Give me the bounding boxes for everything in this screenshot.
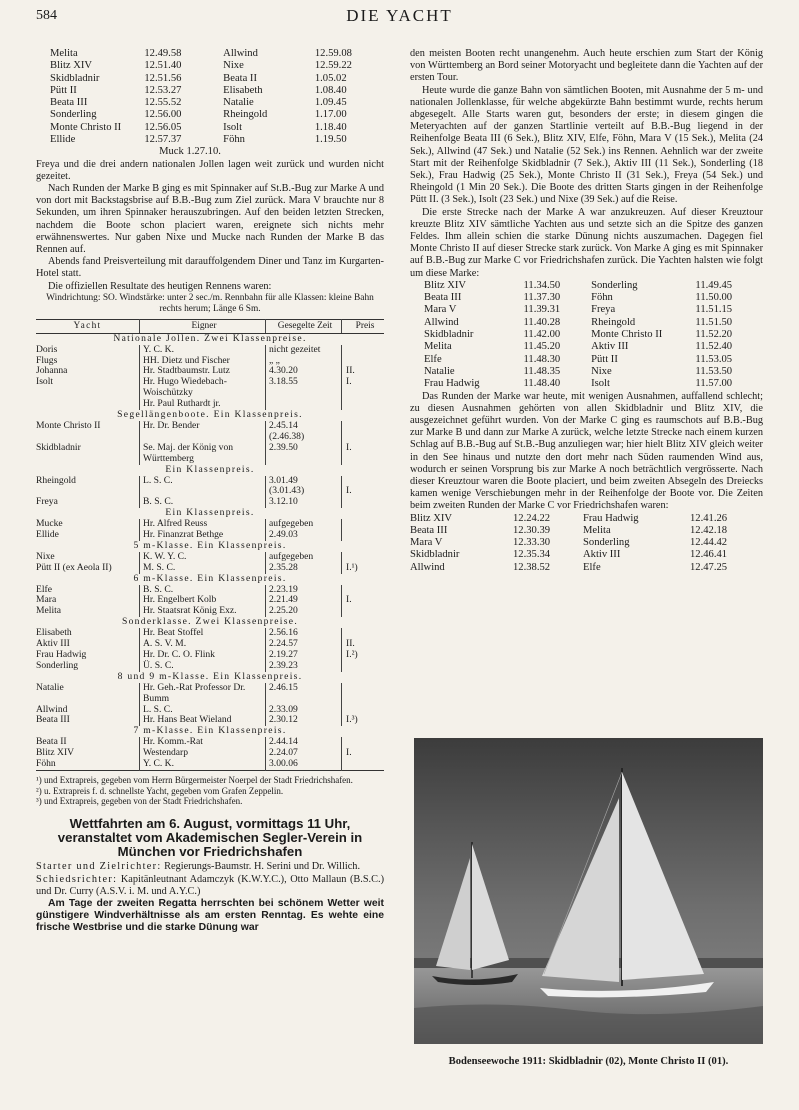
yacht-name: Aktiv III: [583, 549, 621, 561]
time-cell: 3.01.49: [266, 476, 342, 487]
table-row: [424, 354, 763, 366]
yacht-name: Pütt II: [50, 84, 77, 96]
time-cell: 2.45.14: [266, 421, 342, 432]
table-row: [410, 525, 760, 537]
class-section-title: 7 m-Klasse. Ein Klassenpreis.: [133, 725, 287, 737]
time-cell: 2.35.28: [266, 563, 342, 574]
time-value: 12.33.30: [513, 537, 551, 549]
time-cell: 2.24.57: [266, 639, 342, 650]
yacht-cell: Rheingold: [36, 474, 76, 486]
table-row: [424, 292, 763, 304]
owner-cell: Hr. Hugo Wiedebach-Woischützky: [140, 377, 266, 399]
time-value: 12.24.22: [513, 512, 551, 524]
yacht-cell: Pütt II (ex Aeola II): [36, 561, 112, 573]
col-header-time: Gesegelte Zeit: [266, 319, 342, 333]
yacht-name: Rheingold: [223, 109, 268, 121]
yacht-name: Melita: [50, 48, 78, 59]
yacht-cell: Johanna: [36, 365, 68, 377]
class-section-title: 8 und 9 m-Klasse. Ein Klassenpreis.: [117, 670, 303, 682]
yacht-name: Mara V: [410, 537, 443, 549]
prize-cell: [342, 345, 385, 356]
yacht-name: Elfe: [424, 353, 442, 365]
owner-cell: Ü. S. C.: [140, 661, 266, 672]
time-cell: 2.56.16: [266, 628, 342, 639]
prize-cell: I.¹): [342, 563, 385, 574]
time-value: 11.48.30: [523, 353, 561, 365]
class-section-row: [36, 465, 384, 476]
class-section-title: 6 m-Klasse. Ein Klassenpreis.: [133, 572, 287, 584]
yacht-cell: Monte Christo II: [36, 419, 101, 431]
yacht-cell: Frau Hadwig: [36, 649, 87, 660]
result-row: [36, 683, 384, 705]
owner-cell: Y. C. K.: [140, 345, 266, 356]
closing-paragraph: Am Tage der zweiten Regatta herrschten bei schönem Wetter weit günstigere Windverhältnisse als am ersten Renntag. Es wehte eine frische Westbrise und die starke Dünung war: [36, 897, 384, 934]
yacht-name: Isolt: [223, 121, 243, 133]
prize-cell: I.: [342, 748, 385, 759]
finish-times-table: [50, 48, 384, 146]
time-cell: 2.46.15: [266, 683, 342, 705]
owner-cell: Hr. Finanzrat Bethge: [140, 530, 266, 541]
time-cell: 2.39.23: [266, 661, 342, 672]
yacht-cell: Melita: [36, 605, 62, 617]
yacht-name: Skidbladnir: [424, 329, 474, 341]
time-value: 11.34.50: [523, 279, 561, 291]
yacht-cell: Allwind: [36, 703, 68, 715]
prize-cell: [342, 519, 385, 530]
time-value: 11.57.00: [695, 378, 733, 390]
result-row: [36, 421, 384, 432]
starter-text: Regierungs-Baumstr. H. Serini und Dr. Willich.: [164, 861, 361, 873]
yacht-cell: Freya: [36, 496, 58, 508]
class-section-title: Ein Klassenpreis.: [165, 463, 255, 475]
footnote: ¹) und Extrapreis, gegeben vom Herrn Bürgermeister Noerpel der Stadt Friedrichshafen.: [36, 774, 353, 785]
owner-cell: Y. C. K.: [140, 759, 266, 770]
table-row: [50, 73, 384, 85]
section-heading: Wettfahrten am 6. August, vormittags 11 Uhr, veranstaltet vom Akademischen Segler-Verein in München vor Friedrichshafen: [57, 815, 363, 860]
time-value: 11.52.20: [695, 329, 733, 341]
mucke-time: Muck 1.27.10.: [159, 146, 221, 158]
time-cell: 2.24.07: [266, 748, 342, 759]
time-value: 11.40.28: [523, 316, 561, 328]
yacht-name: Melita: [424, 341, 452, 353]
prize-cell: I.: [342, 377, 385, 399]
yacht-name: Elfe: [583, 561, 601, 573]
time-value: 12.53.27: [144, 84, 182, 96]
time-value: 12.51.40: [144, 60, 182, 72]
table-row: [50, 60, 384, 72]
result-row: [36, 476, 384, 487]
time-value: 1.09.45: [314, 97, 347, 109]
yacht-cell: Beata III: [36, 714, 70, 726]
result-row: [36, 759, 384, 770]
time-value: 12.59.22: [314, 60, 352, 72]
owner-cell: Hr. Komm.-Rat: [140, 737, 266, 748]
time-value: 12.59.08: [314, 48, 352, 59]
yacht-name: Elisabeth: [223, 84, 263, 96]
time-cell: nicht gezeitet: [266, 345, 342, 356]
table-row: [50, 85, 384, 97]
col-header-yacht: Yacht: [36, 319, 140, 333]
result-row: [36, 628, 384, 639]
time-cell: 2.33.09: [266, 705, 342, 716]
class-section-row: [36, 508, 384, 519]
yacht-cell: Sonderling: [36, 659, 79, 671]
mark-c-times-table: [424, 280, 763, 391]
time-value: 11.48.35: [523, 365, 561, 377]
owner-cell: Hr. Geh.-Rat Professor Dr. Bumm: [140, 683, 266, 705]
time-cell: 2.19.27: [266, 650, 342, 661]
class-section-row: [36, 333, 384, 344]
table-row: [424, 280, 763, 292]
prize-cell: I.²): [342, 650, 385, 661]
table-row: [50, 97, 384, 109]
owner-cell: B. S. C.: [140, 585, 266, 596]
class-section-row: [36, 617, 384, 628]
yacht-cell: Natalie: [36, 681, 64, 693]
owner-cell: Hr. Staatsrat König Exz.: [140, 606, 266, 617]
yacht-cell: Elfe: [36, 583, 52, 595]
yacht-cell: Isolt: [36, 376, 54, 388]
table-row: [410, 513, 760, 525]
table-row: [424, 341, 763, 353]
yacht-name: Blitz XIV: [50, 60, 93, 72]
time-cell: 3.00.06: [266, 759, 342, 770]
yacht-name: Natalie: [424, 365, 455, 377]
class-section-title: Nationale Jollen. Zwei Klassenpreise.: [113, 332, 307, 344]
yacht-cell: Nixe: [36, 550, 55, 562]
time-value: 11.39.31: [523, 304, 561, 316]
yacht-name: Nixe: [591, 365, 612, 377]
time-value: 11.51.50: [695, 316, 733, 328]
paragraph: Nach Runden der Marke B ging es mit Spinnaker auf St.B.-Bug zur Marke A und von dort mit Backstagsbrise auf B.B.-Bug zum Ziel zurück. Mara V brauchte nur 8 Sekunden, um ihren Spinnaker herauszubringen. Auf den beiden letzten Strecken, nachdem die Boote schon placiert waren, ereignete sich nichts mehr erwähnenswertes. Nur gaben Nixe und Mucke nach Runden der Marke B das Rennen auf.: [36, 182, 384, 255]
owner-cell: Westendarp: [140, 748, 266, 759]
yacht-cell: Mara: [36, 594, 57, 606]
result-row: [36, 737, 384, 748]
owner-cell: M. S. C.: [140, 563, 266, 574]
left-column: [36, 48, 384, 935]
yacht-name: Ellide: [50, 134, 76, 146]
yacht-cell: Elisabeth: [36, 627, 72, 639]
yacht-name: Isolt: [591, 378, 610, 390]
paragraph: Die erste Strecke nach der Marke A war anzukreuzen. Auf dieser Kreuztour kreuzte Blitz XIV sämtliche Yachten aus und setzte sich an die Spitze des ganzen Feldes. Ihm allein schien die starke Dünung nichts auszumachen. Dagegen fiel Monte Christo II auf dieser Strecke stark zurück. Von Marke A ging es mit Spinnaker auf B.B.-Bug zur Marke C vor Friedrichshafen zurück. Die Yachten halsten wie folgt um diese Marke:: [410, 206, 763, 279]
table-row: [424, 317, 763, 329]
yacht-name: Pütt II: [591, 353, 618, 365]
yacht-name: Allwind: [410, 561, 445, 573]
starter-label: Starter und Zielrichter:: [36, 861, 162, 873]
paragraph: Die offiziellen Resultate des heutigen Rennens waren:: [48, 280, 272, 292]
yacht-cell: Mucke: [36, 518, 63, 530]
result-row: [36, 650, 384, 661]
yacht-name: Sonderling: [591, 279, 638, 291]
time-value: 12.44.42: [690, 537, 728, 549]
yacht-name: Föhn: [223, 134, 245, 146]
yacht-cell: Ellide: [36, 529, 59, 541]
owner-cell: B. S. C.: [140, 497, 266, 508]
time-value: 12.41.26: [690, 512, 728, 524]
yacht-cell: Beata II: [36, 736, 67, 748]
prize-cell: [342, 661, 385, 672]
time-cell: 2.21.49: [266, 595, 342, 606]
time-value: 1.18.40: [314, 121, 347, 133]
judges-line: [36, 874, 384, 898]
result-row: [36, 748, 384, 759]
owner-cell: Hr. Dr. C. O. Flink: [140, 650, 266, 661]
time-cell: 3.18.55: [266, 377, 342, 399]
paragraph: den meisten Booten recht unangenehm. Auch heute erschien zum Start der König von Württemberg an Bord seiner Motoryacht und begleitete dann die Yachten auf der ersten Tour.: [410, 48, 763, 84]
class-section-title: 5 m-Klasse. Ein Klassenpreis.: [133, 539, 287, 551]
yacht-name: Sonderling: [50, 109, 97, 121]
yacht-name: Frau Hadwig: [424, 378, 480, 390]
prize-cell: I.: [342, 486, 385, 497]
result-row: [36, 486, 384, 497]
owner-cell: Hr. Hans Beat Wieland: [140, 715, 266, 726]
prize-cell: [342, 759, 385, 770]
paragraph: Heute wurde die ganze Bahn von sämtlichen Booten, mit Ausnahme der 5 m- und nationalen Jollenklasse, für welche abgekürzte Bahn bestimmt wurde, rechts herum abgesegelt. Alle Starts waren gut, besonders der erste; in diesem gingen die Meteryachten auf der ganzen Startlinie verteilt auf B.B.-Bug liegend in der Reihenfolge Beata III (6 Sek.), Blitz XIV, Elfe, Föhn, Mara V (15 Sek.), Melita (24 Sek.), Allwind (47 Sek.) und Natalie (52 Sek.) ins Rennen. Aehnlich war der zweite Start mit der Reihenfolge Skidbladnir (7 Sek.), Aktiv III (11 Sek.), Sonderling (18 Sek.), Frau Hadwig (25 Sek.), Monte Christo II (31 Sek.), Freya (54 Sek.) und Rheingold (1 Min 20 Sek.). Die Boote des dritten Starts gingen in der Reihenfolge Pütt II. (3 Sek.), Isolt (23 Sek.) und Nixe (39 Sek.) auf die Reise.: [410, 84, 763, 206]
table-row: [50, 134, 384, 146]
owner-cell: Hr. Alfred Reuss: [140, 519, 266, 530]
yacht-name: Rheingold: [591, 316, 636, 328]
prize-cell: [342, 683, 385, 705]
col-header-owner: Eigner: [140, 319, 266, 333]
class-section-row: [36, 541, 384, 552]
wind-info: Windrichtung: SO. Windstärke: unter 2 sec./m. Rennbahn für alle Klassen: kleine Bahn rechts herum; Länge 6 Sm.: [46, 292, 374, 314]
owner-cell: HH. Dietz und Fischer: [140, 356, 266, 367]
table-row: [410, 562, 760, 574]
time-value: 1.19.50: [314, 134, 347, 146]
class-section-title: Ein Klassenpreis.: [165, 507, 255, 519]
table-row: [424, 366, 763, 378]
yacht-name: Sonderling: [583, 537, 630, 549]
yacht-name: Allwind: [424, 316, 459, 328]
yacht-cell: Aktiv III: [36, 638, 70, 650]
time-cell: 4.30.20: [266, 366, 342, 377]
prize-cell: [342, 606, 385, 617]
paragraph: Das Runden der Marke war heute, mit wenigen Ausnahmen, auffallend schlecht; zu diesen Ausnahmen gehörten von allen Skidbladnir und Blitz XIV, die ausgezeichnet geführt wurden. Von der Marke C ging es raumschots auf B.B.-Bug zur Marke B und dann zur Marke A zurück, welche letzte Strecke nach einem kurzen Schlag auf B.B.-Bug auf St.B.-Bug anzuliegen war; hier hielt Blitz XIV gleich weiter in den See hinaus und nutzte den dort mehr nach Süden raumenden Wind aus, wodurch er seinen Vorsprung bis zur Marke A noch beträchtlich vergrösserte. Nach dieser Kreuztour waren die Boote placiert, und beim zweiten Absegeln des Dreiecks kamen wenige Verschiebungen mehr in der Reihenfolge der Boote vor. Die Zeiten beim zweiten Runden der Marke C vor Friedrichshafen waren:: [410, 390, 763, 512]
yacht-name: Aktiv III: [591, 341, 629, 353]
class-section-row: [36, 726, 384, 737]
running-head: DIE YACHT: [346, 6, 453, 25]
time-value: 12.49.58: [144, 48, 182, 59]
result-row: [36, 377, 384, 399]
time-value: 1.08.40: [314, 84, 347, 96]
yacht-name: Beata III: [424, 292, 462, 304]
time-cell: 2.25.20: [266, 606, 342, 617]
time-value: 1.17.00: [314, 109, 347, 121]
time-value: 12.38.52: [513, 561, 551, 573]
time-value: 12.55.52: [144, 97, 182, 109]
prize-cell: [342, 530, 385, 541]
yacht-name: Beata III: [410, 524, 448, 536]
judges-text: Kapitänleutnant Adamczyk (K.W.Y.C.), Otto Mallaun (B.S.C.) und Dr. Curry (A.S.V. i. M. und A.Y.C.): [36, 873, 384, 897]
judges-label: Schiedsrichter:: [36, 873, 118, 885]
yacht-cell: Föhn: [36, 758, 56, 770]
yacht-cell: Blitz XIV: [36, 747, 75, 759]
class-section-title: Sonderklasse. Zwei Klassenpreise.: [121, 616, 299, 628]
time-value: 11.48.40: [523, 378, 561, 390]
owner-cell: Hr. Beat Stoffel: [140, 628, 266, 639]
time-value: 12.56.00: [144, 109, 182, 121]
yacht-name: Freya: [591, 304, 616, 316]
yacht-name: Monte Christo II: [50, 121, 122, 133]
prize-cell: [342, 497, 385, 508]
yacht-cell: Flugs: [36, 354, 58, 366]
time-cell: aufgegeben: [266, 519, 342, 530]
yacht-cell: Skidbladnir: [36, 441, 81, 453]
time-value: 11.45.20: [523, 341, 561, 353]
time-value: 11.52.40: [695, 341, 733, 353]
yacht-name: Blitz XIV: [410, 512, 453, 524]
footnote: ²) u. Extrapreis f. d. schnellste Yacht, gegeben vom Grafen Zeppelin.: [36, 785, 284, 796]
table-row: [50, 48, 384, 60]
time-value: 11.53.50: [695, 365, 733, 377]
result-row: [36, 345, 384, 356]
time-value: 12.51.56: [144, 72, 182, 84]
owner-cell: Se. Maj. der König von Württemberg: [140, 443, 266, 465]
owner-cell: K. W. Y. C.: [140, 552, 266, 563]
yacht-name: Blitz XIV: [424, 279, 467, 291]
prize-cell: [342, 399, 385, 410]
class-section-title: Segellängenboote. Ein Klassenpreis.: [117, 409, 303, 421]
yacht-name: Beata II: [223, 72, 257, 84]
time-value: 11.53.05: [695, 353, 733, 365]
yacht-photograph: [414, 738, 763, 1044]
time-value: 12.42.18: [690, 524, 728, 536]
time-cell: 2.44.14: [266, 737, 342, 748]
time-cell: 2.39.50: [266, 443, 342, 465]
time-cell: 2.23.19: [266, 585, 342, 596]
time-cell: aufgegeben: [266, 552, 342, 563]
yacht-name: Skidbladnir: [50, 72, 100, 84]
yacht-name: Skidbladnir: [410, 549, 460, 561]
time-value: 11.37.30: [523, 292, 561, 304]
prize-cell: I.³): [342, 715, 385, 726]
table-row: [410, 549, 760, 561]
table-row: [410, 537, 760, 549]
table-row: [50, 122, 384, 134]
footnotes: [36, 775, 384, 807]
owner-cell: Hr. Dr. Bender: [140, 421, 266, 432]
time-value: 11.42.00: [523, 329, 561, 341]
table-row: [424, 378, 763, 390]
footnote: ³) und Extrapreis, gegeben von der Stadt Friedrichshafen.: [36, 796, 243, 807]
prize-cell: II.: [342, 366, 385, 377]
table-row: [424, 329, 763, 341]
yacht-name: Mara V: [424, 304, 457, 316]
second-round-times-table: [410, 513, 760, 574]
time-value: 12.47.25: [690, 561, 728, 573]
time-cell: (3.01.43): [266, 486, 342, 497]
page-number: 584: [36, 8, 57, 23]
owner-cell: A. S. V. M.: [140, 639, 266, 650]
time-value: 12.56.05: [144, 121, 182, 133]
col-header-prize: Preis: [342, 319, 385, 333]
time-cell: 3.12.10: [266, 497, 342, 508]
prize-cell: I.: [342, 595, 385, 606]
yacht-cell: Doris: [36, 343, 58, 355]
time-value: 11.49.45: [695, 279, 733, 291]
results-table: [36, 319, 384, 771]
sailboat-photo-illustration: [414, 738, 763, 1044]
time-value: 12.35.34: [513, 549, 551, 561]
table-row: [50, 109, 384, 121]
yacht-name: Melita: [583, 524, 611, 536]
time-value: 12.30.39: [513, 524, 551, 536]
yacht-name: Natalie: [223, 97, 254, 109]
table-row: [424, 304, 763, 316]
owner-cell: Hr. Engelbert Kolb: [140, 595, 266, 606]
time-value: 11.51.15: [695, 304, 733, 316]
yacht-name: Beata III: [50, 97, 88, 109]
starter-line: [36, 861, 384, 873]
time-cell: (2.46.38): [266, 432, 342, 443]
result-row: [36, 443, 384, 465]
owner-cell: L. S. C.: [140, 705, 266, 716]
owner-cell: Hr. Paul Ruthardt jr.: [140, 399, 266, 410]
yacht-name: Föhn: [591, 292, 613, 304]
class-section-row: [36, 574, 384, 585]
prize-cell: II.: [342, 639, 385, 650]
paragraph: Freya und die drei andern nationalen Jollen lagen weit zurück und wurden nicht gezeitet.: [36, 158, 384, 182]
time-value: 12.46.41: [690, 549, 728, 561]
time-cell: 2.49.03: [266, 530, 342, 541]
right-column: [410, 48, 763, 574]
yacht-name: Nixe: [223, 60, 244, 72]
yacht-name: Frau Hadwig: [583, 512, 639, 524]
photo-caption: Bodenseewoche 1911: Skidbladnir (02), Monte Christo II (01).: [448, 1056, 729, 1067]
owner-cell: L. S. C.: [140, 476, 266, 487]
yacht-name: Allwind: [223, 48, 258, 59]
paragraph: Abends fand Preisverteilung mit darauffolgendem Diner und Tanz im Kurgarten-Hotel statt.: [36, 256, 384, 280]
time-value: 1.05.02: [314, 72, 347, 84]
time-value: 11.50.00: [695, 292, 733, 304]
prize-cell: [342, 421, 385, 432]
prize-cell: I.: [342, 443, 385, 465]
time-cell: „ „: [266, 356, 342, 367]
yacht-name: Monte Christo II: [591, 329, 663, 341]
owner-cell: Hr. Stadtbaumstr. Lutz: [140, 366, 266, 377]
time-cell: 2.30.12: [266, 715, 342, 726]
time-value: 12.57.37: [144, 134, 182, 146]
